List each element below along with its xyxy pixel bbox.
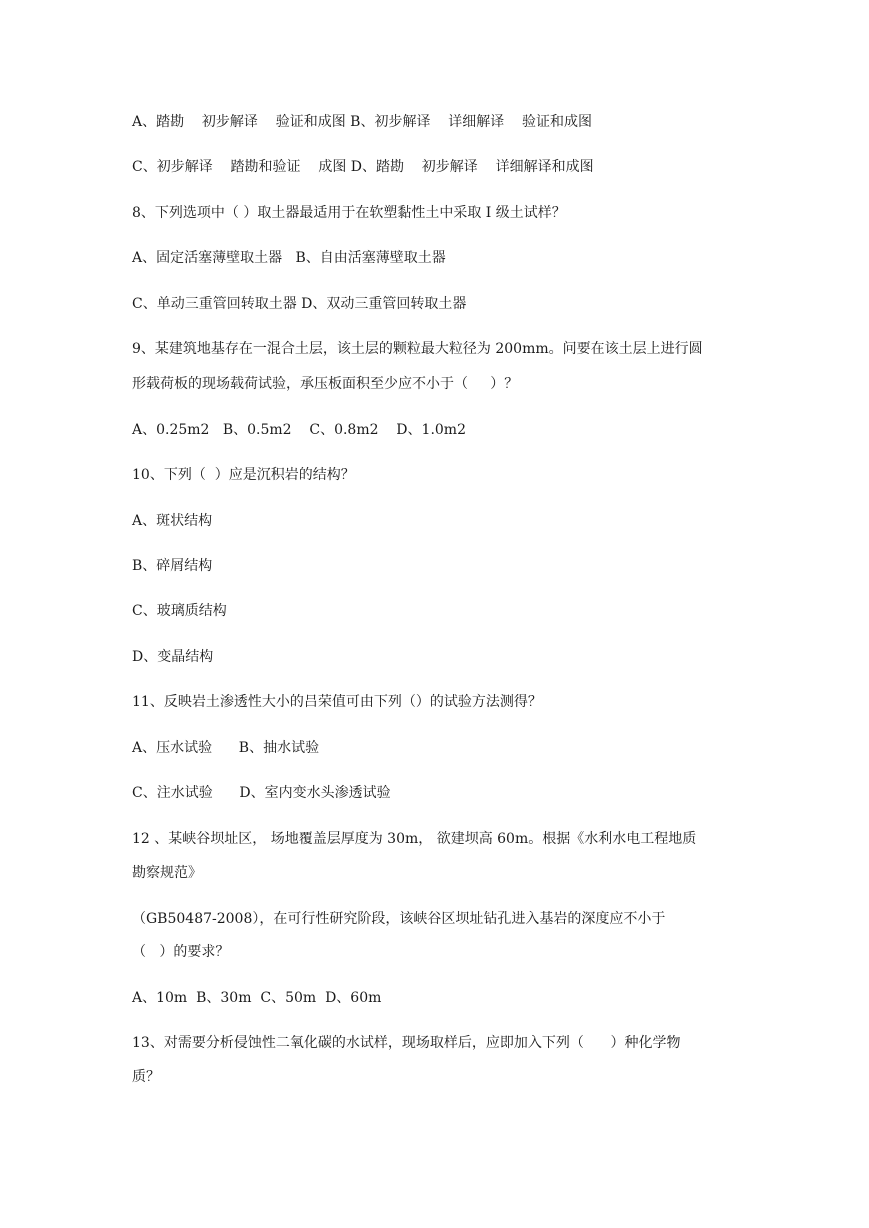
q8-options-cd: C、单动三重管回转取土器 D、双动三重管回转取土器: [132, 296, 467, 312]
q11-options-cd: C、注水试验 D、室内变水头渗透试验: [132, 785, 391, 801]
q13-question-line2: 质？: [132, 1069, 160, 1085]
q10-option-d: D、变晶结构: [132, 649, 214, 665]
q11-options-ab: A、压水试验 B、抽水试验: [132, 740, 320, 756]
q12-question-line3: （GB50487-2008），在可行性研究阶段，该峡谷区坝址钻孔进入基岩的深度应不小于: [132, 911, 666, 927]
q8-question: 8、下列选项中（ ）取土器最适用于在软塑黏性土中采取 I 级土试样？: [132, 205, 566, 221]
q12-question-line4: （ ）的要求？: [132, 944, 230, 960]
q9-question-line1: 9、某建筑地基存在一混合土层，该土层的颗粒最大粒径为 200mm。问要在该土层上进行圆: [132, 341, 703, 357]
q9-options: A、0.25m2 B、0.5m2 C、0.8m2 D、1.0m2: [132, 422, 466, 438]
q12-question-line2: 勘察规范》: [132, 865, 202, 881]
q10-option-b: B、碎屑结构: [132, 558, 213, 574]
q10-option-c: C、玻璃质结构: [132, 603, 227, 619]
q7-options-ab: A、踏勘 初步解译 验证和成图 B、初步解译 详细解译 验证和成图: [132, 114, 593, 130]
q12-question-line1: 12 、某峡谷坝址区， 场地覆盖层厚度为 30m， 欲建坝高 60m。根据《水利水电工程地质: [132, 831, 697, 847]
q11-question: 11、反映岩土渗透性大小的吕荣值可由下列（）的试验方法测得？: [132, 694, 542, 710]
q10-question: 10、下列（ ）应是沉积岩的结构？: [132, 467, 355, 483]
q10-option-a: A、斑状结构: [132, 513, 213, 529]
q13-question-line1: 13、对需要分析侵蚀性二氧化碳的水试样，现场取样后，应即加入下列（ ）种化学物: [132, 1035, 681, 1051]
q8-options-ab: A、固定活塞薄壁取土器 B、自由活塞薄壁取土器: [132, 250, 446, 266]
q9-question-line2: 形载荷板的现场载荷试验，承压板面积至少应不小于（ ）？: [132, 376, 519, 392]
q12-options: A、10m B、30m C、50m D、60m: [132, 990, 382, 1006]
q7-options-cd: C、初步解译 踏勘和验证 成图 D、踏勘 初步解译 详细解译和成图: [132, 159, 594, 175]
